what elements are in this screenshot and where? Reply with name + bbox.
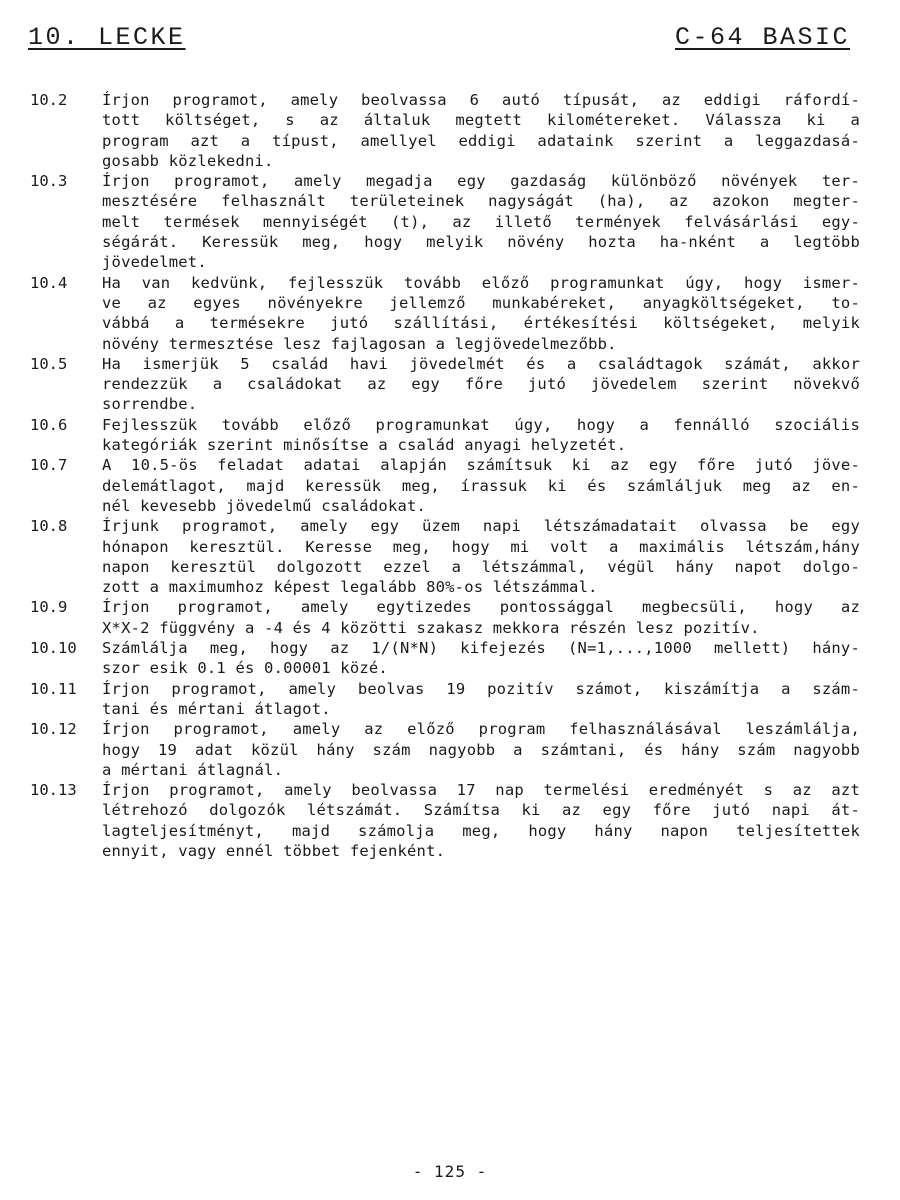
- exercise-text-line: Fejlesszük tovább előző programunkat úgy, hogy a fennálló szociális: [102, 415, 860, 434]
- exercise-text-line: nél kevesebb jövedelmű családokat.: [102, 496, 427, 515]
- page-header: [24, 22, 850, 54]
- exercise-text-line: vábbá a termésekre jutó szállítási, értékesítési költségeket, melyik: [102, 314, 860, 333]
- exercise-text-line: lagteljesítményt, majd számolja meg, hogy hány napon teljesítettek: [102, 821, 860, 840]
- exercise-text: [102, 638, 860, 679]
- exercise-text: [102, 780, 860, 861]
- exercise-text-line: delemátlagot, majd keressük meg, írassuk ki és számláljuk meg az en-: [102, 476, 860, 495]
- exercise-text-line: Ha ismerjük 5 család havi jövedelmét és a családtagok számát, akkor: [102, 354, 860, 373]
- exercise-text-line: Ha van kedvünk, fejlesszük tovább előző programunkat úgy, hogy ismer-: [102, 273, 860, 292]
- exercise-text-line: Írjon programot, amely beolvassa 17 nap termelési eredményét s az azt: [102, 781, 860, 800]
- exercise-number: 10.9: [30, 598, 68, 617]
- exercise-item: [30, 516, 860, 597]
- exercise-text-line: mesztésére felhasznált területeinek nagyságát (ha), az azokon megter-: [102, 192, 860, 211]
- exercise-text: [102, 171, 860, 272]
- exercise-text: [102, 415, 860, 456]
- exercise-text-line: létrehozó dolgozók létszámát. Számítsa ki az egy főre jutó napi át-: [102, 801, 860, 820]
- exercise-text-line: növény termesztése lesz fajlagosan a legjövedelmezőbb.: [102, 334, 617, 353]
- exercise-text-line: Számlálja meg, hogy az 1/(N*N) kifejezés (N=1,...,1000 mellett) hány-: [102, 639, 860, 658]
- exercise-item: [30, 171, 860, 272]
- exercise-text-line: Írjon programot, amely megadja egy gazdaság különböző növények ter-: [102, 172, 860, 191]
- exercise-text: [102, 679, 860, 720]
- exercise-item: [30, 780, 860, 861]
- exercise-item: [30, 90, 860, 171]
- exercise-item: [30, 719, 860, 780]
- exercise-text-line: hogy 19 adat közül hány szám nagyobb a számtani, és hány szám nagyobb: [102, 740, 860, 759]
- exercise-text-line: ve az egyes növényekre jellemző munkabéreket, anyagköltségeket, to-: [102, 293, 860, 312]
- exercise-text-line: szor esik 0.1 és 0.00001 közé.: [102, 659, 388, 678]
- exercise-text: [102, 354, 860, 415]
- exercise-text: [102, 597, 860, 638]
- exercise-text-line: program azt a típust, amellyel eddigi adataink szerint a leggazdasá-: [102, 131, 860, 150]
- exercise-text-line: Írjon programot, amely beolvas 19 pozitív számot, kiszámítja a szám-: [102, 679, 860, 698]
- exercise-text-line: rendezzük a családokat az egy főre jutó jövedelem szerint növekvő: [102, 375, 860, 394]
- exercise-number: 10.3: [30, 172, 68, 191]
- exercise-text-line: X*X-2 függvény a -4 és 4 közötti szakasz mekkora részén lesz pozitív.: [102, 618, 760, 637]
- exercise-number: 10.8: [30, 517, 68, 536]
- exercise-list: [30, 90, 860, 861]
- exercise-number: 10.11: [30, 679, 77, 698]
- exercise-number: 10.12: [30, 720, 77, 739]
- exercise-text-line: melt termések mennyiségét (t), az illető termények felvásárlási egy-: [102, 212, 860, 231]
- exercise-number: 10.13: [30, 781, 77, 800]
- exercise-text-line: jövedelmet.: [102, 253, 207, 272]
- exercise-text-line: kategóriák szerint minősítse a család anyagi helyzetét.: [102, 436, 627, 455]
- exercise-number: 10.7: [30, 456, 68, 475]
- exercise-text: [102, 719, 860, 780]
- exercise-number: 10.2: [30, 91, 68, 109]
- exercise-text: [102, 273, 860, 354]
- lesson-title: 10. LECKE: [28, 23, 186, 52]
- exercise-text-line: a mértani átlagnál.: [102, 760, 284, 779]
- exercise-number: 10.10: [30, 639, 77, 658]
- exercise-text-line: gosabb közlekedni.: [102, 151, 274, 170]
- exercise-text-line: zott a maximumhoz képest legalább 80%-os létszámmal.: [102, 578, 598, 597]
- exercise-text-line: Írjon programot, amely az előző program felhasználásával leszámlálja,: [102, 720, 860, 739]
- exercise-text-line: A 10.5-ös feladat adatai alapján számítsuk ki az egy főre jutó jöve-: [102, 456, 860, 475]
- exercise-item: [30, 679, 860, 720]
- exercise-text-line: tott költséget, s az általuk megtett kilométereket. Válassza ki a: [102, 111, 860, 130]
- exercise-item: [30, 597, 860, 638]
- exercise-number: 10.5: [30, 354, 68, 373]
- exercise-text-line: Írjon programot, amely beolvassa 6 autó típusát, az eddigi ráfordí-: [102, 91, 860, 109]
- exercise-text-line: ennyit, vagy ennél többet fejenként.: [102, 841, 446, 860]
- exercise-text-line: Írjunk programot, amely egy üzem napi létszámadatait olvassa be egy: [102, 517, 860, 536]
- exercise-text: [102, 455, 860, 516]
- page-number: - 125 -: [412, 1162, 488, 1181]
- exercise-text-line: ségárát. Keressük meg, hogy melyik növény hozta ha-nként a legtöbb: [102, 233, 860, 252]
- exercise-number: 10.4: [30, 273, 68, 292]
- exercise-text-line: Írjon programot, amely egytizedes pontossággal megbecsüli, hogy az: [102, 598, 860, 617]
- exercise-text: [102, 90, 860, 171]
- exercise-item: [30, 415, 860, 456]
- exercise-item: [30, 354, 860, 415]
- exercise-text-line: hónapon keresztül. Keresse meg, hogy mi volt a maximális létszám,hány: [102, 537, 860, 556]
- exercise-text-line: tani és mértani átlagot.: [102, 699, 331, 718]
- exercise-text-line: sorrendbe.: [102, 395, 198, 414]
- exercise-item: [30, 273, 860, 354]
- exercise-item: [30, 638, 860, 679]
- exercise-text-line: napon keresztül dolgozott ezzel a létszámmal, végül hány napot dolgo-: [102, 557, 860, 576]
- exercise-item: [30, 455, 860, 516]
- exercise-text: [102, 516, 860, 597]
- exercise-number: 10.6: [30, 415, 68, 434]
- book-title: C-64 BASIC: [674, 23, 850, 52]
